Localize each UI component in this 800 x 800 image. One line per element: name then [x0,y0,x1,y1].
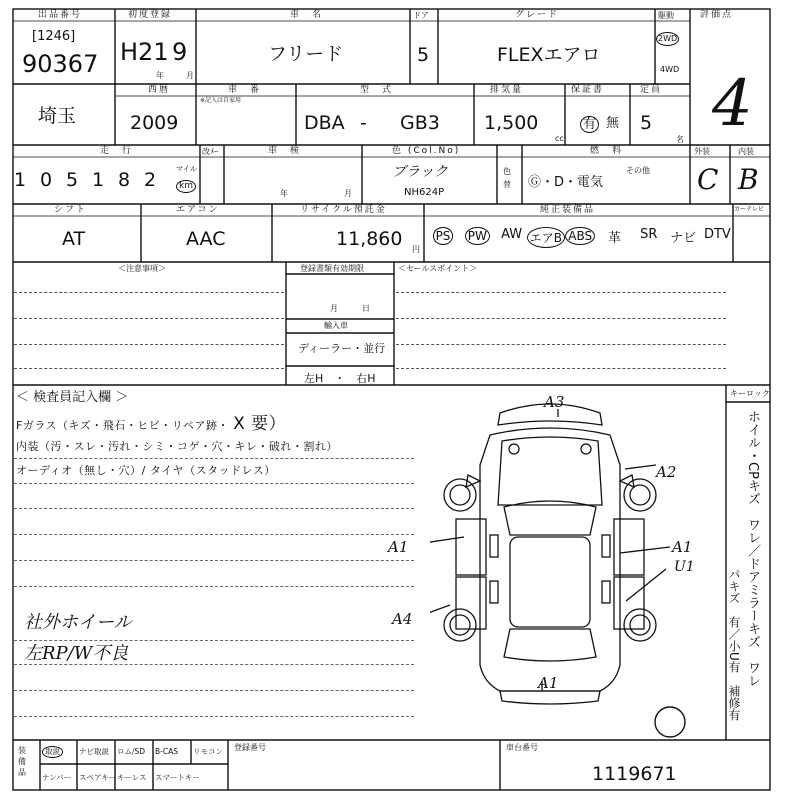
lot-sub-number: [1246] [32,29,76,44]
recycle-unit: 円 [412,245,420,254]
label-score: 評価点 [700,10,734,20]
hand-note-wheel: 社外ホイール [24,612,132,633]
shift-value: AT [62,228,86,250]
equipment-label: AW [501,227,523,242]
equipment-label: PW [465,227,490,245]
color-code: NH624P [404,187,445,198]
fuel-other: その他 [626,166,650,175]
inspection-line-1-mark: X 要） [233,414,287,434]
caution-label: ＜注意事項＞ [118,264,166,273]
inspection-line-1-text: Fガラス（キズ・飛石・ヒビ・リペア跡・ [16,419,230,432]
label-capacity: 定員 [640,85,663,95]
hand-note-window: 左RP/W不良 [24,643,129,664]
caution-line [14,292,284,293]
mark-left-rear: A4 [392,610,413,628]
chassis-number: 1119671 [592,763,677,785]
recycle-amount: 11,860 [336,228,403,250]
sales-point-label: ＜セールスポイント＞ [398,264,478,273]
footer-item: キーレス [117,773,147,782]
equipment-item [694,227,740,242]
label-drive: 駆動 [658,11,674,20]
mileage-digit: 8 [118,169,131,191]
label-mileage: 走 行 [100,146,134,156]
label-odometer-swap: 改ﾒｰ [202,147,218,156]
label-color: 色 (Col.No) [392,146,461,156]
reg-no-label: 登録番号 [234,743,266,752]
label-interior: 内装 [738,147,754,156]
caution-line [14,368,284,369]
mark-right-front: A2 [656,463,677,481]
inspection-year-unit: 年 [280,189,288,198]
footer-item: スペアキー [79,773,117,782]
label-inspection: 車 検 [268,146,302,156]
year-western-value: 2009 [130,112,179,134]
inspection-line [14,640,414,641]
month-unit: 月 [186,71,194,80]
inspection-line [14,534,414,535]
equipment-label: DTV [703,227,731,242]
footer-item: リモコン [193,747,223,756]
label-shift: シフト [54,205,88,215]
inspection-line [14,664,414,665]
inspection-line [14,560,414,561]
dealer-option: ディーラー・並行 [298,342,386,355]
grade-value: FLEXエアロ [497,44,601,66]
color-handwritten: ブラック [392,164,448,180]
stamp-circle [652,704,688,740]
first-reg-month: 9 [172,38,188,66]
label-exterior: 外装 [694,147,710,156]
mark-rear: A1 [538,674,559,692]
inspection-line [14,458,414,459]
label-lot-no: 出品番号 [38,10,83,20]
label-warranty: 保証書 [571,85,605,95]
label-year-western: 西暦 [148,85,171,95]
warranty-yes: 有 [580,116,599,133]
mark-left-door: A1 [388,538,409,556]
color-change-label: 色替 [503,167,511,189]
label-equipment-extra: カーテレビ [734,206,764,213]
label-first-reg: 初度登録 [128,10,173,20]
equipment-label: ABS [565,227,595,245]
warranty-no: 無 [606,116,620,131]
exterior-grade: C [697,163,719,196]
mileage-digit: 1 [92,169,105,191]
inspection-line [14,716,414,717]
inspection-line [14,483,414,484]
label-model-no: 車 番 [228,85,262,95]
type-prefix: DBA [304,112,345,134]
mileage-digit: 0 [40,169,53,191]
caution-line [14,318,284,319]
inspection-month-unit: 月 [344,189,352,198]
inspection-line [14,690,414,691]
interior-grade: B [738,163,759,196]
footer-item: スマートキー [155,773,200,782]
cc-unit: cc [555,134,564,143]
displacement-value: 1,500 [484,112,539,134]
inspection-line-2: 内装（汚・スレ・汚れ・シミ・コゲ・穴・キレ・破れ・割れ） [16,440,338,453]
car-diagram [430,395,670,705]
vertical-note-2: パキズ 有／小U有 補修有 [727,568,741,721]
chassis-label: 車台番号 [506,743,538,752]
car-name: フリード [268,43,344,65]
equipment-label: 革 [607,231,621,246]
year-unit: 年 [156,71,164,80]
mark-right-rear: U1 [674,559,695,575]
sales-line [396,292,726,293]
drive-2wd: 2WD [656,32,679,46]
mileage-digit: 5 [66,169,79,191]
equipment-label: ナビ [670,231,697,246]
key-lock-label: キーロック [730,389,770,398]
km-unit: km [176,180,196,193]
first-reg-era: H21 [120,38,169,66]
type-code: GB3 [400,112,440,134]
label-equipment: 純正装備品 [540,205,596,215]
equipment-label: PS [433,227,454,245]
footer-item: B-CAS [155,747,178,756]
label-doors: ドア [413,11,429,20]
fuel-options: Ⓖ・D・電気 [528,175,604,190]
inspection-line [14,586,414,587]
mileage-digit: 2 [144,169,157,191]
sales-line [396,344,726,345]
footer-item: ナンバー [42,773,72,782]
mark-right-door: A1 [672,538,693,556]
docs-date: 月 日 [330,304,370,313]
mileage-digit: 1 [14,169,27,191]
inspection-line-3: オーディオ（無し・穴）/ タイヤ（スタッドレス） [16,464,276,477]
inspection-line-1 [16,416,286,433]
footer-item: ナビ取説 [79,747,109,756]
steering-option: 左H ・ 右H [304,372,376,385]
label-type: 型 式 [360,85,394,95]
label-car-name: 車 名 [290,10,324,20]
sales-line [396,318,726,319]
footer-item: 取説 [42,746,63,758]
label-aircon: エアコン [176,205,220,215]
caution-line [14,344,284,345]
type-separator: - [360,112,367,134]
capacity-unit: 名 [676,135,684,144]
aircon-value: AAC [186,228,226,250]
equipment-label: エアB [527,227,565,248]
doors-value: 5 [417,44,430,66]
drive-4wd: 4WD [660,65,680,74]
model-no-note: ※記入は自家用 [200,97,242,104]
vertical-note-1: ホイル・CPキズ ワレ／ドアミラーキズ ワレ [745,410,760,687]
region-value: 埼玉 [38,105,77,127]
label-displacement: 排気量 [490,85,524,95]
mark-front: A3 [544,393,565,411]
equipment-label: SR [640,227,658,242]
inspection-title: ＜ 検査員記入欄 ＞ [16,390,129,405]
mile-unit: マイル [176,165,197,173]
capacity-value: 5 [640,112,653,134]
import-label: 輸入車 [324,321,348,330]
footer-equip-label: 装備品 [18,746,26,777]
lot-number: 90367 [22,50,99,78]
score-value: 4 [712,67,753,141]
footer-item: ロム/SD [117,747,146,756]
label-grade: グレード [515,10,560,20]
docs-label: 登録書類有効期限 [300,264,364,273]
label-fuel: 燃 料 [590,146,624,156]
inspection-line [14,508,414,509]
label-recycle: リサイクル預託金 [300,205,387,215]
sales-line [396,368,726,369]
